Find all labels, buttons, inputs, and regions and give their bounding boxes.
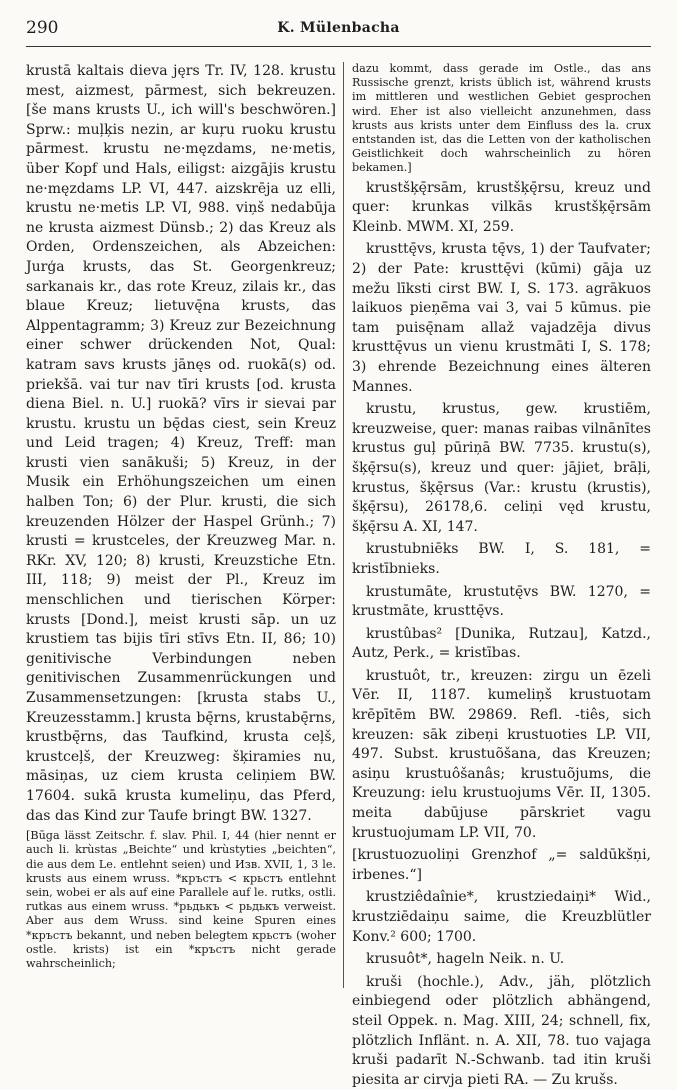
dictionary-entry-right: krustubniēks BW. I, S. 181, = kristībnieks. bbox=[352, 541, 651, 577]
dictionary-entry-right: krustûbas² [Dunika, Rutzau], Katzd., Autz, Perk., = kristības. bbox=[352, 625, 651, 662]
right-column bbox=[352, 62, 651, 1088]
dictionary-entry-right: krustziêdaînie*, krustziedaiņi* Wid., krustziēdaiņu saime, die Kreuzblütler Konv.² 600; 1700. bbox=[352, 889, 651, 945]
dictionary-entry-right: krusttę̄vs, krusta tę̄vs, 1) der Taufvater; 2) der Pate: krusttę̄vi (kūmi) gāja uz mežu līksti cirst BW. I, S. 173. agrākuos laikuos pieņē̄ma vai 3, vai 5 kūmus. pie tam puisę̄nam allaž vajadzēja divus krusttę̄vus un vienu krustmāti I, S. 178; 3) ehrende Bezeichnung eines älteren Mannes. bbox=[352, 241, 651, 395]
dictionary-entry-right: krustumāte, krustutę̄vs BW. 1270, = krustmāte, krusttę̄vs. bbox=[352, 583, 651, 620]
dictionary-entry-right: krustuôt, tr., kreuzen: zirgu un ēzeli Vēr. II, 1187. kumeliņš krustuotam krēpītēm BW. 29869. Refl. -tiês, sich kreuzen: sāk zibeņi krustuoties LP. VII, 497. Subst. krustuõšana, das Kreuzen; asiņu krustuôšanâs; krustuõjums, die Kreuzung: ielu krustuojums Vēr. II, 1305. meita dabūjuse pārskriet vagu krustuojumam LP. VII, 70. bbox=[352, 667, 651, 841]
page-number: 290 bbox=[26, 18, 59, 38]
dictionary-entry-left: [Būga lässt Zeitschr. f. slav. Phil. I, 44 (hier nennt er auch li. krùstas „Beichte“ und krùstyties „beichten“, die aus dem Le. entlehnt seien) und Изв. XVII, 1, 3 le. krusts aus einem wruss. *кръстъ < крьстъ entlehnt sein, wobei er als auf eine Parallele auf le. rutks, ostli. rutkas aus einem wruss. *рьдькъ < рьдькъ verweist. Aber aus dem Wruss. sind keine Spuren eines *кръстъ bekannt, und neben belegtem крьстъ (woher ostle. krists) ist ein *кръстъ nicht gerade wahrscheinlich; bbox=[26, 829, 336, 970]
column-divider bbox=[343, 62, 344, 988]
dictionary-entry-right: dazu kommt, dass gerade im Ostle., das ans Russische grenzt, krists üblich ist, während krusts im mittleren und westlichen Gebiet gesprochen wird. Eher ist also vielleicht anzunehmen, dass krusts aus krists unter dem Einfluss des la. crux entstanden ist, das die Letten von der katholischen Geistlichkeit doch wahrscheinlich zu hören bekamen.] bbox=[352, 62, 651, 175]
dictionary-entry-right: krustšķę̄rsām, krustšķę̄rsu, kreuz und quer: krunkas vilkās krustšķę̄rsām Kleinb. MWM. XI, 259. bbox=[352, 179, 651, 235]
dictionary-entry-right: krusuôt*, hageln Neik. n. U. bbox=[366, 951, 565, 968]
dictionary-entry-right: krustu, krustus, gew. krustiēm, kreuzweise, quer: manas raibas vilnānītes krustus guļ pūriņā BW. 7735. krustu(s), šķę̄rsu(s), kreuz und quer: jājiet, brāļi, krustus, šķę̄rsus (Var.: krustu (krustis), šķę̄rsu), 26178,6. celiņi vęd krustu, šķę̄rsu A. XI, 147. bbox=[352, 401, 651, 535]
page-header bbox=[26, 18, 651, 42]
dictionary-entry-right: [krustuozuoliņi Grenzhof „= saldūkšņi, irbenes.“] bbox=[352, 847, 651, 883]
header-rule bbox=[26, 46, 651, 47]
left-column bbox=[26, 62, 336, 990]
running-title: K. Mülenbacha bbox=[277, 20, 400, 36]
dictionary-entry-left: krustā kaltais dieva jęrs Tr. IV, 128. krustu mest, aizmest, pārmest, sich bekreuzen. [še mans krusts U., ich will's beschwören.] Sprw.: muļķis nezin, ar kuŗu ruoku krustu pārmest. krustu ne·męzdams, ne·metis, über Kopf und Hals, eiligst: aizgājis krustu ne·męzdams LP. VI, 447. aizskrēja uz elli, krustu ne·metis LP. VI, 988. viņš nedabūja ne krusta aizmest Dünsb.; 2) das Kreuz als Orden, Ordenszeichen, als Abzeichen: Jurģa krusts, das St. Georgenkreuz; sarkanais kr., das rote Kreuz, zilais kr., das blaue Kreuz; lietuvę̄na krusts, das Alppentagramm; 3) Kreuz zur Bezeichnung einer schwer drückenden Not, Qual: katram savs krusts jānęs od. ruokā(s) od. priekšā. vai tur nav tīri krusts [od. krusta diena Biel. n. U.] ruokā? vīrs ir sievai par krustu. krustu un bę̄das ciest, sein Kreuz und Leid tragen; 4) Kreuz, Treff: man krusti vien sanākuši; 5) Kreuz, in der Musik ein Erhöhungszeichen um einen halben Ton; 6) der Plur. krusti, die sich kreuzenden Hölzer der Haspel Grünh.; 7) krusti = krustceles, der Kreuzweg Mar. n. RKr. XV, 120; 8) krusti, Kreuzstiche Etn. III, 118; 9) meist der Pl., Kreuz im menschlichen und tierischen Körper: krusts [Dond.], meist krusti sāp. un uz krustiem tas bijis tīri stīvs Etn. II, 86; 10) genitivische Verbindungen neben genitivischen Zusammenrückungen und Zusammensetzungen: [krusta stabs U., Kreuzesstamm.] krusta bę̄rns, krustabę̄rns, krustbę̄rns, das Taufkind, krusta ceļš, krustceļš, der Kreuzweg: šķiramies nu, māsiņas, uz ciem krusta celiņiem BW. 17604. sukā krusta kumeliņu, das Pferd, das das Kind zur Taufe bringt BW. 1327. bbox=[26, 63, 336, 824]
dictionary-entry-right: kruši (hochle.), Adv., jäh, plötzlich einbiegend oder plötzlich abhängend, steil Oppek. n. Mag. XIII, 24; schnell, fix, plötzlich Inflänt. n. A. XII, 78. tuo vajaga kruši padarīt N.-Schwanb. tad itin kruši piesita ar cirvja pieti RA. — Zu krušs. bbox=[352, 973, 651, 1088]
